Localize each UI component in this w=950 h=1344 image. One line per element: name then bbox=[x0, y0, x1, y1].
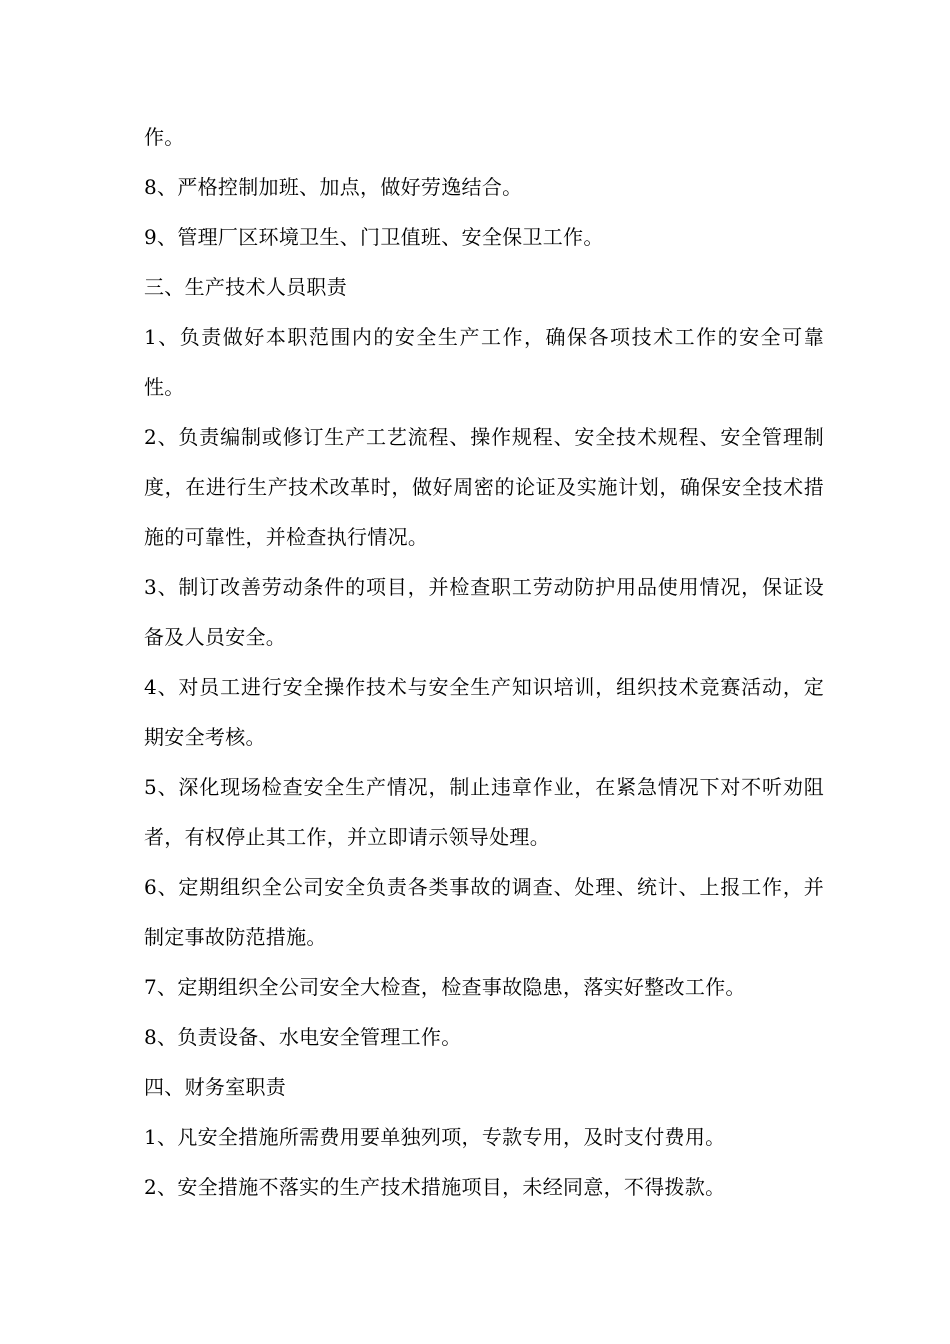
paragraph-item-9: 9、管理厂区环境卫生、门卫值班、安全保卫工作。 bbox=[144, 225, 604, 249]
paragraph-item-8: 8、严格控制加班、加点，做好劳逸结合。 bbox=[144, 175, 523, 199]
paragraph-item-3: 3、制订改善劳动条件的项目，并检查职工劳动防护用品使用情况，保证设备及人员安全。 bbox=[144, 575, 824, 649]
paragraph-item-8b: 8、负责设备、水电安全管理工作。 bbox=[144, 1025, 462, 1049]
paragraph-continuation: 作。 bbox=[144, 125, 185, 149]
paragraph-item-6: 6、定期组织全公司安全负责各类事故的调查、处理、统计、上报工作，并制定事故防范措施。 bbox=[144, 875, 824, 949]
section-heading-3: 三、生产技术人员职责 bbox=[144, 275, 347, 299]
section-heading-4: 四、财务室职责 bbox=[144, 1075, 287, 1099]
paragraph-item-1: 1、负责做好本职范围内的安全生产工作，确保各项技术工作的安全可靠性。 bbox=[144, 325, 824, 399]
paragraph-item-4: 4、对员工进行安全操作技术与安全生产知识培训，组织技术竞赛活动，定期安全考核。 bbox=[144, 675, 824, 749]
paragraph-item-2: 2、负责编制或修订生产工艺流程、操作规程、安全技术规程、安全管理制度，在进行生产技术改革时，做好周密的论证及实施计划，确保安全技术措施的可靠性，并检查执行情况。 bbox=[144, 425, 824, 549]
paragraph-item-5: 5、深化现场检查安全生产情况，制止违章作业，在紧急情况下对不听劝阻者，有权停止其工作，并立即请示领导处理。 bbox=[144, 775, 824, 849]
paragraph-finance-2: 2、安全措施不落实的生产技术措施项目，未经同意，不得拨款。 bbox=[144, 1175, 726, 1199]
paragraph-item-7: 7、定期组织全公司安全大检查，检查事故隐患，落实好整改工作。 bbox=[144, 975, 746, 999]
paragraph-finance-1: 1、凡安全措施所需费用要单独列项，专款专用，及时支付费用。 bbox=[144, 1125, 726, 1149]
document-body bbox=[144, 112, 824, 1212]
